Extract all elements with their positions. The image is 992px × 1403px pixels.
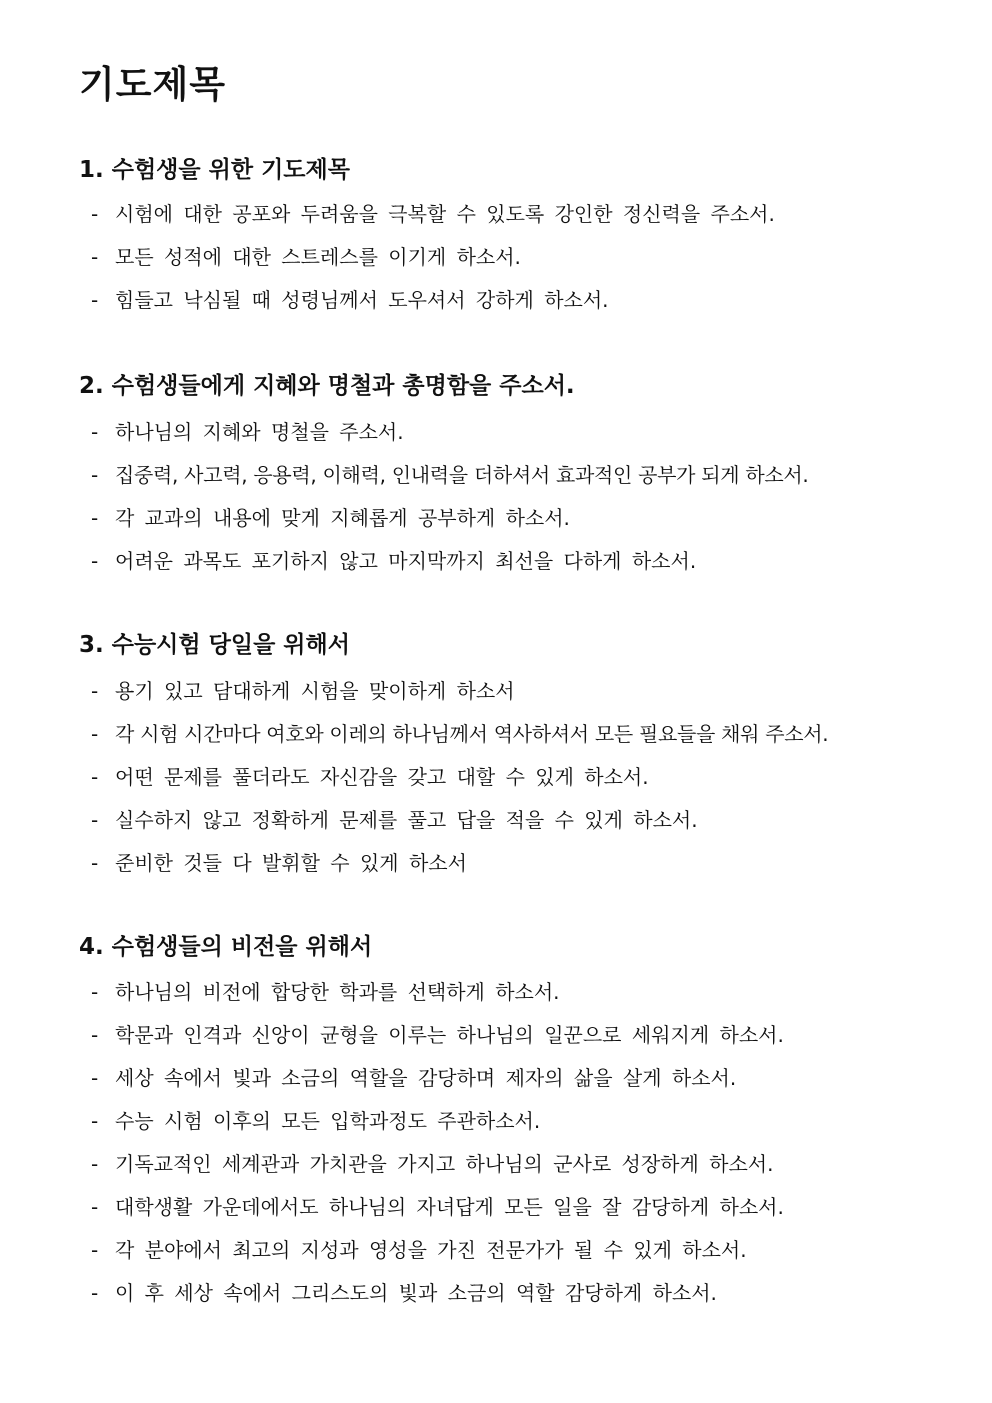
section-heading: 4. 수험생들의 비전을 위해서 <box>79 934 373 960</box>
prayer-text: 모든 성적에 대한 스트레스를 이기게 하소서. <box>115 245 521 269</box>
dash-bullet: - <box>91 245 99 269</box>
prayer-item <box>79 1192 784 1235</box>
prayer-text: 시험에 대한 공포와 두려움을 극복할 수 있도록 강인한 정신력을 주소서. <box>115 202 775 226</box>
prayer-item <box>79 460 808 503</box>
prayer-text: 각 교과의 내용에 맞게 지혜롭게 공부하게 하소서. <box>115 506 570 530</box>
prayer-item <box>79 719 828 762</box>
prayer-text: 힘들고 낙심될 때 성령님께서 도우셔서 강하게 하소서. <box>115 288 609 312</box>
dash-bullet: - <box>91 420 99 444</box>
section-2 <box>79 371 808 589</box>
prayer-text: 하나님의 지혜와 명철을 주소서. <box>115 420 404 444</box>
prayer-item <box>79 1235 784 1278</box>
dash-bullet: - <box>91 202 99 226</box>
prayer-item <box>79 417 808 460</box>
section-4 <box>79 932 784 1321</box>
prayer-item <box>79 676 828 719</box>
section-3 <box>79 630 828 891</box>
prayer-text: 기독교적인 세계관과 가치관을 가지고 하나님의 군사로 성장하게 하소서. <box>115 1152 774 1176</box>
prayer-item <box>79 199 775 242</box>
section-heading: 3. 수능시험 당일을 위해서 <box>79 632 350 658</box>
prayer-item <box>79 242 775 285</box>
dash-bullet: - <box>91 851 99 875</box>
dash-bullet: - <box>91 1109 99 1133</box>
dash-bullet: - <box>91 980 99 1004</box>
prayer-text: 집중력, 사고력, 응용력, 이해력, 인내력을 더하셔서 효과적인 공부가 되게 하소서. <box>115 463 809 487</box>
prayer-item <box>79 1149 784 1192</box>
prayer-item <box>79 977 784 1020</box>
dash-bullet: - <box>91 808 99 832</box>
section-1 <box>79 155 775 328</box>
prayer-list <box>79 199 775 328</box>
prayer-item <box>79 1106 784 1149</box>
prayer-text: 각 분야에서 최고의 지성과 영성을 가진 전문가가 될 수 있게 하소서. <box>115 1238 747 1262</box>
prayer-list <box>79 417 808 589</box>
dash-bullet: - <box>91 679 99 703</box>
prayer-text: 대학생활 가운데에서도 하나님의 자녀답게 모든 일을 잘 감당하게 하소서. <box>115 1195 784 1219</box>
prayer-item <box>79 285 775 328</box>
prayer-item <box>79 546 808 589</box>
dash-bullet: - <box>91 1281 99 1305</box>
dash-bullet: - <box>91 765 99 789</box>
prayer-text: 준비한 것들 다 발휘할 수 있게 하소서 <box>115 851 467 875</box>
dash-bullet: - <box>91 549 99 573</box>
prayer-text: 어떤 문제를 풀더라도 자신감을 갖고 대할 수 있게 하소서. <box>115 765 649 789</box>
prayer-text: 학문과 인격과 신앙이 균형을 이루는 하나님의 일꾼으로 세워지게 하소서. <box>115 1023 784 1047</box>
dash-bullet: - <box>91 1152 99 1176</box>
prayer-item <box>79 805 828 848</box>
prayer-text: 이 후 세상 속에서 그리스도의 빛과 소금의 역할 감당하게 하소서. <box>115 1281 717 1305</box>
prayer-item <box>79 503 808 546</box>
section-heading: 1. 수험생을 위한 기도제목 <box>79 157 350 183</box>
prayer-text: 하나님의 비전에 합당한 학과를 선택하게 하소서. <box>115 980 560 1004</box>
section-heading: 2. 수험생들에게 지혜와 명철과 총명함을 주소서. <box>79 373 575 399</box>
dash-bullet: - <box>91 1066 99 1090</box>
prayer-list <box>79 676 828 891</box>
prayer-item <box>79 848 828 891</box>
dash-bullet: - <box>91 288 99 312</box>
prayer-item <box>79 762 828 805</box>
dash-bullet: - <box>91 1238 99 1262</box>
dash-bullet: - <box>91 722 98 746</box>
prayer-text: 어려운 과목도 포기하지 않고 마지막까지 최선을 다하게 하소서. <box>115 549 697 573</box>
dash-bullet: - <box>91 506 99 530</box>
dash-bullet: - <box>91 463 98 487</box>
prayer-list <box>79 977 784 1321</box>
dash-bullet: - <box>91 1023 99 1047</box>
prayer-text: 세상 속에서 빛과 소금의 역할을 감당하며 제자의 삶을 살게 하소서. <box>115 1066 737 1090</box>
prayer-item <box>79 1020 784 1063</box>
prayer-item <box>79 1063 784 1106</box>
prayer-text: 각 시험 시간마다 여호와 이레의 하나님께서 역사하셔서 모든 필요들을 채워 주소서. <box>115 722 829 746</box>
document-title: 기도제목 <box>79 63 226 106</box>
dash-bullet: - <box>91 1195 99 1219</box>
prayer-text: 실수하지 않고 정확하게 문제를 풀고 답을 적을 수 있게 하소서. <box>115 808 698 832</box>
prayer-item <box>79 1278 784 1321</box>
prayer-text: 용기 있고 담대하게 시험을 맞이하게 하소서 <box>115 679 515 703</box>
prayer-text: 수능 시험 이후의 모든 입학과정도 주관하소서. <box>115 1109 541 1133</box>
